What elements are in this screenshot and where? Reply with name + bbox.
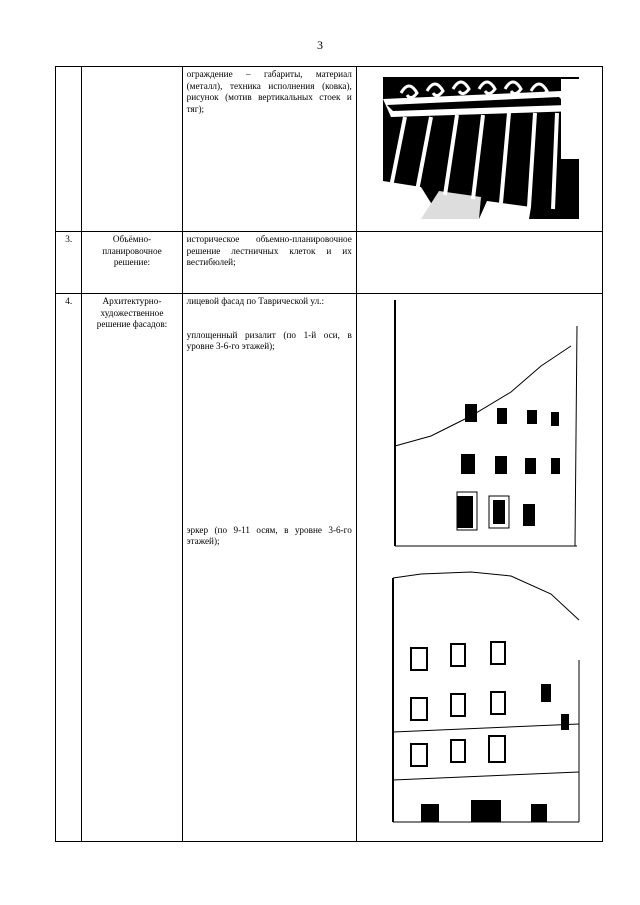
description-item: ограждение – габариты, материал (металл), техника исполнения (ковка), рисунок (мотив вертикальных стоек и тяг); [186, 69, 352, 114]
row-description [182, 232, 356, 294]
row-description [182, 67, 356, 232]
row-number: 3. [56, 232, 82, 294]
table-row [56, 67, 603, 232]
page-number: 3 [317, 38, 323, 52]
description-item: историческое объемно-планировочное решение лестничных клеток и их вестибюлей; [186, 234, 352, 267]
facade-risalit-photo [361, 296, 595, 556]
table-row [56, 232, 603, 294]
description-item: эркер (по 9-11 осям, в уровне 3-6-го этажей); [186, 524, 352, 546]
monument-features-table [55, 66, 603, 842]
row-description [182, 294, 356, 842]
row-number [56, 67, 82, 232]
image-cell [356, 294, 602, 842]
row-category [82, 67, 182, 232]
row-number: 4. [56, 294, 82, 842]
facade-bay-window-photo [361, 564, 595, 826]
staircase-railing-photo [361, 69, 595, 229]
image-cell-empty [356, 232, 602, 294]
row-category: Архитектурно-художественное решение фасадов: [82, 294, 182, 842]
image-cell [356, 67, 602, 232]
description-item: уплощенный ризалит (по 1-й оси, в уровне 3-6-го этажей); [186, 329, 352, 351]
table-row [56, 294, 603, 842]
description-item: лицевой фасад по Таврической ул.: [186, 296, 325, 306]
row-category: Объёмно-планировочное решение: [82, 232, 182, 294]
